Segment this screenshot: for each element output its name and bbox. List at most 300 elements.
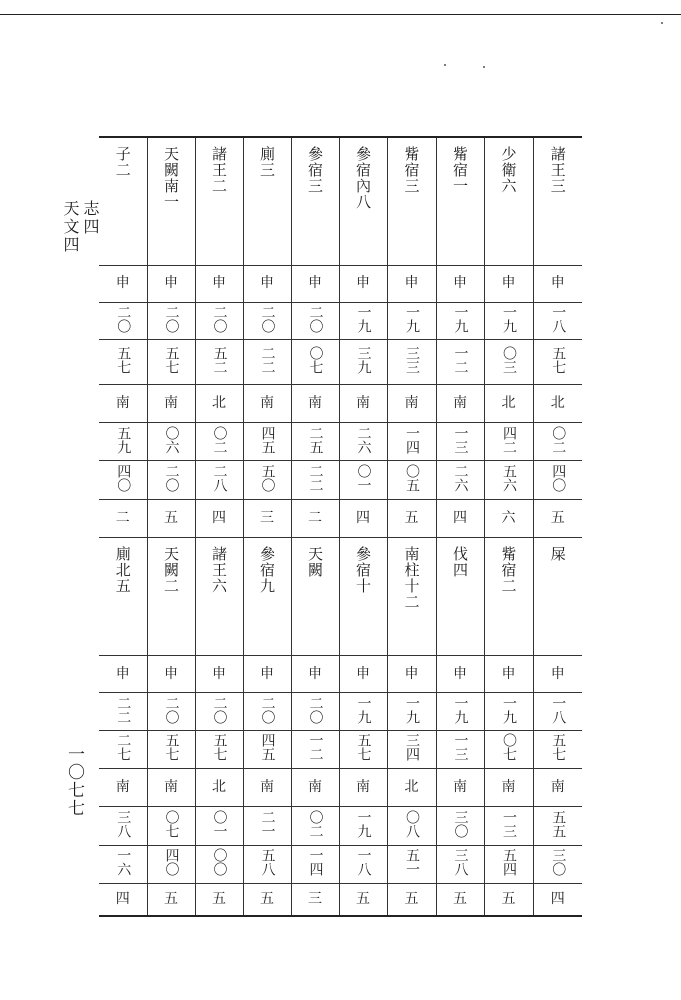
table-cell [339, 884, 387, 915]
cell-value: 一三 [452, 425, 469, 454]
cell-value: 〇七 [307, 345, 324, 374]
table-cell [436, 884, 484, 915]
table-cell [99, 265, 147, 302]
cell-value: 〇七 [163, 810, 180, 839]
cell-value: 五八 [259, 848, 276, 877]
cell-value: 〇七 [501, 733, 517, 762]
cell-value: 一四 [307, 848, 324, 877]
cell-value: 一三 [452, 733, 469, 762]
table-cell [436, 807, 484, 845]
secondary-star-name-cell [147, 538, 195, 656]
cell-value: 五 [356, 891, 370, 908]
star-name: 廁北五 [113, 546, 132, 595]
table-cell [195, 302, 243, 339]
star-name: 觜宿二 [499, 546, 518, 595]
cell-value: 四 [550, 891, 565, 908]
cell-value: 一九 [452, 695, 469, 724]
cell-value: 四〇 [163, 848, 180, 877]
table-cell [291, 884, 339, 915]
cell-value: 三八 [452, 848, 469, 877]
cell-value: 南 [308, 779, 322, 796]
table-cell [436, 730, 484, 768]
cell-value: 〇二 [211, 425, 228, 454]
star-name: 諸王六 [210, 546, 228, 595]
star-name-cell [339, 138, 387, 265]
table-cell [147, 340, 195, 384]
cell-value: 三 [260, 509, 274, 526]
cell-value: 〇八 [404, 810, 420, 839]
cell-value: 一九 [501, 695, 517, 724]
table-cell [387, 423, 436, 461]
table-cell [291, 769, 339, 807]
secondary-star-name-cell [339, 538, 387, 656]
cell-value: 二〇 [115, 305, 132, 334]
cell-value: 北 [212, 394, 226, 411]
cell-value: 南 [260, 394, 274, 411]
secondary-star-name-cell [99, 538, 147, 656]
table-cell [147, 807, 195, 845]
cell-value: 六 [501, 509, 516, 526]
cell-value: 二 [308, 509, 322, 526]
table-cell [243, 302, 291, 339]
table-cell [99, 461, 147, 499]
cell-value: 〇三 [501, 345, 517, 374]
table-cell [99, 656, 147, 693]
table-cell [339, 499, 387, 537]
cell-value: 北 [501, 394, 516, 411]
table-cell [147, 769, 195, 807]
table-cell [147, 265, 195, 302]
star-name-cell [436, 138, 484, 265]
cell-value: 〇一 [211, 810, 228, 839]
cell-value: 申 [453, 275, 467, 292]
table-cell [99, 384, 147, 422]
cell-value: 申 [550, 665, 565, 682]
table-cell [99, 693, 147, 730]
table-cell [436, 302, 484, 339]
cell-value: 五 [550, 509, 565, 526]
table-cell [387, 693, 436, 730]
cell-value: 申 [260, 665, 274, 682]
table-cell [533, 384, 582, 422]
table-cell [533, 340, 582, 384]
cell-value: 四 [453, 509, 467, 526]
cell-value: 南 [404, 394, 419, 411]
table-cell [484, 423, 533, 461]
table-cell [195, 730, 243, 768]
table-cell [387, 807, 436, 845]
cell-value: 五 [453, 891, 467, 908]
table-cell [484, 302, 533, 339]
margin-heading [60, 200, 100, 254]
cell-value: 申 [404, 665, 419, 682]
table-cell [436, 340, 484, 384]
cell-value: 五二 [211, 345, 228, 374]
cell-value: 申 [308, 275, 322, 292]
table-cell [195, 884, 243, 915]
table-cell [195, 499, 243, 537]
table-cell [147, 423, 195, 461]
cell-value: 五六 [501, 464, 517, 493]
cell-value: 南 [260, 779, 274, 796]
star-catalog-table [99, 136, 582, 917]
star-name: 觜宿三 [402, 146, 421, 194]
cell-value: 二 [115, 509, 130, 526]
table-cell [195, 461, 243, 499]
table-cell [339, 769, 387, 807]
cell-value: 一九 [355, 695, 372, 724]
star-name: 廁三 [258, 146, 276, 178]
table-cell [533, 807, 582, 845]
cell-value: 南 [115, 779, 130, 796]
table-cell [436, 461, 484, 499]
star-name: 天闕 [306, 546, 324, 579]
table-cell [436, 656, 484, 693]
table-cell [99, 769, 147, 807]
star-table-grid [99, 138, 582, 915]
table-cell [195, 845, 243, 883]
cell-value: 北 [404, 779, 419, 796]
cell-value: 申 [550, 275, 565, 292]
table-cell [484, 340, 533, 384]
table-cell [99, 423, 147, 461]
table-cell [291, 730, 339, 768]
table-cell [291, 423, 339, 461]
cell-value: 申 [164, 665, 178, 682]
cell-value: 申 [356, 275, 370, 292]
secondary-star-name-cell [195, 538, 243, 656]
cell-value: 一九 [355, 810, 372, 839]
cell-value: 五七 [550, 345, 567, 374]
cell-value: 五 [260, 891, 274, 908]
table-cell [387, 884, 436, 915]
cell-value: 五九 [115, 425, 132, 454]
star-name-cell [291, 138, 339, 265]
cell-value: 五 [164, 509, 178, 526]
table-cell [387, 302, 436, 339]
cell-value: 申 [356, 665, 370, 682]
table-cell [339, 265, 387, 302]
cell-value: 二〇 [163, 695, 180, 724]
cell-value: 一八 [550, 695, 567, 724]
cell-value: 三〇 [550, 848, 567, 877]
cell-value: 五七 [355, 733, 372, 762]
cell-value: 南 [164, 779, 178, 796]
star-name: 天闕南一 [162, 146, 180, 210]
cell-value: 五 [501, 891, 516, 908]
secondary-star-name-cell [291, 538, 339, 656]
table-cell [195, 265, 243, 302]
table-cell [291, 265, 339, 302]
cell-value: 四 [115, 891, 130, 908]
table-cell [484, 807, 533, 845]
table-cell [436, 845, 484, 883]
table-cell [339, 693, 387, 730]
table-cell [533, 769, 582, 807]
cell-value: 五七 [163, 345, 180, 374]
star-name-cell [484, 138, 533, 265]
cell-value: 五 [404, 891, 419, 908]
table-cell [436, 693, 484, 730]
star-name: 南柱十二 [402, 546, 421, 611]
page-top-rule [0, 14, 681, 15]
star-name-cell [195, 138, 243, 265]
table-cell [99, 807, 147, 845]
cell-value: 一二 [452, 345, 469, 374]
table-cell [387, 384, 436, 422]
cell-value: 南 [164, 394, 178, 411]
table-cell [243, 693, 291, 730]
cell-value: 三三 [404, 345, 420, 374]
table-cell [387, 461, 436, 499]
star-name-cell [387, 138, 436, 265]
cell-value: 三〇 [452, 810, 469, 839]
table-cell [195, 384, 243, 422]
secondary-star-name-cell [533, 538, 582, 656]
table-cell [339, 730, 387, 768]
cell-value: 五〇 [259, 464, 276, 493]
table-cell [243, 656, 291, 693]
table-cell [195, 693, 243, 730]
star-name: 參宿三 [306, 146, 324, 194]
table-cell [339, 302, 387, 339]
table-cell [243, 499, 291, 537]
table-cell [195, 340, 243, 384]
table-cell [147, 693, 195, 730]
cell-value: 二〇 [211, 305, 228, 334]
star-name: 參宿內八 [354, 146, 372, 210]
cell-value: 申 [501, 665, 516, 682]
table-cell [436, 769, 484, 807]
cell-value: 申 [115, 665, 130, 682]
cell-value: 五七 [115, 345, 132, 374]
table-cell [243, 461, 291, 499]
page-number: 一〇七七 [64, 745, 84, 817]
cell-value: 五 [164, 891, 178, 908]
table-cell [99, 845, 147, 883]
cell-value: 二二 [259, 345, 276, 374]
star-name: 少衛六 [499, 146, 518, 194]
cell-value: 〇二 [307, 810, 324, 839]
table-cell [436, 499, 484, 537]
cell-value: 五七 [163, 733, 180, 762]
table-cell [243, 884, 291, 915]
table-cell [147, 656, 195, 693]
margin-section: 天文四 [61, 200, 80, 254]
table-cell [243, 845, 291, 883]
cell-value: 三四 [404, 733, 420, 762]
table-cell [147, 499, 195, 537]
cell-value: 一九 [355, 305, 372, 334]
table-cell [339, 845, 387, 883]
star-name: 參宿十 [354, 546, 372, 595]
cell-value: 北 [212, 779, 226, 796]
table-cell [484, 265, 533, 302]
cell-value: 三 [308, 891, 322, 908]
table-cell [195, 656, 243, 693]
cell-value: 二〇 [163, 464, 180, 493]
secondary-star-name-cell [436, 538, 484, 656]
table-cell [291, 384, 339, 422]
cell-value: 申 [308, 665, 322, 682]
table-cell [484, 656, 533, 693]
cell-value: 一八 [355, 848, 372, 877]
star-name: 屎 [548, 546, 567, 563]
table-cell [243, 265, 291, 302]
table-cell [147, 845, 195, 883]
table-cell [484, 769, 533, 807]
table-cell [387, 340, 436, 384]
table-cell [243, 769, 291, 807]
table-cell [243, 730, 291, 768]
cell-value: 二二 [307, 464, 324, 493]
cell-value: 一六 [115, 848, 132, 877]
cell-value: 四五 [259, 733, 276, 762]
cell-value: 申 [164, 275, 178, 292]
star-name: 參宿九 [258, 546, 276, 595]
table-cell [484, 730, 533, 768]
cell-value: 五五 [550, 810, 567, 839]
cell-value: 北 [550, 394, 565, 411]
cell-value: 南 [453, 779, 467, 796]
table-cell [436, 384, 484, 422]
table-cell [243, 423, 291, 461]
cell-value: 一八 [550, 305, 567, 334]
table-cell [533, 499, 582, 537]
cell-value: 二七 [115, 733, 132, 762]
table-cell [339, 461, 387, 499]
star-name: 觜宿一 [451, 146, 469, 194]
table-cell [533, 693, 582, 730]
table-cell [243, 384, 291, 422]
table-cell [99, 340, 147, 384]
cell-value: 四〇 [550, 464, 567, 493]
star-name-cell [147, 138, 195, 265]
cell-value: 二一 [259, 810, 276, 839]
cell-value: 申 [115, 275, 130, 292]
cell-value: 一四 [404, 425, 420, 454]
cell-value: 南 [356, 779, 370, 796]
star-name-cell [533, 138, 582, 265]
cell-value: 一二 [307, 733, 324, 762]
cell-value: 申 [404, 275, 419, 292]
secondary-star-name-cell [484, 538, 533, 656]
cell-value: 二二 [115, 695, 132, 724]
table-cell [387, 769, 436, 807]
table-cell [484, 693, 533, 730]
cell-value: 申 [212, 665, 226, 682]
table-cell [533, 656, 582, 693]
cell-value: 一三 [501, 810, 517, 839]
cell-value: 一九 [404, 305, 420, 334]
table-cell [291, 461, 339, 499]
table-cell [291, 656, 339, 693]
cell-value: 二〇 [307, 695, 324, 724]
cell-value: 三八 [115, 810, 132, 839]
print-speck [661, 22, 663, 24]
table-cell [339, 384, 387, 422]
star-name-cell [99, 138, 147, 265]
table-cell [387, 730, 436, 768]
table-cell [195, 807, 243, 845]
table-cell [243, 807, 291, 845]
table-cell [533, 265, 582, 302]
table-cell [195, 769, 243, 807]
cell-value: 申 [501, 275, 516, 292]
cell-value: 四〇 [115, 464, 132, 493]
table-cell [147, 461, 195, 499]
cell-value: 南 [550, 779, 565, 796]
cell-value: 五 [212, 891, 226, 908]
table-cell [195, 423, 243, 461]
cell-value: 〇〇 [211, 848, 228, 877]
table-cell [243, 340, 291, 384]
table-cell [291, 499, 339, 537]
cell-value: 〇五 [404, 464, 420, 493]
cell-value: 南 [115, 394, 130, 411]
table-cell [484, 845, 533, 883]
cell-value: 申 [260, 275, 274, 292]
table-cell [147, 884, 195, 915]
cell-value: 四 [212, 509, 226, 526]
table-cell [99, 499, 147, 537]
table-cell [533, 730, 582, 768]
table-cell [339, 340, 387, 384]
table-cell [99, 730, 147, 768]
star-name: 子二 [113, 146, 132, 178]
star-name: 伐四 [451, 546, 469, 579]
cell-value: 二六 [452, 464, 469, 493]
cell-value: 〇一 [355, 464, 372, 493]
cell-value: 一九 [404, 695, 420, 724]
cell-value: 二〇 [211, 695, 228, 724]
cell-value: 南 [453, 394, 467, 411]
table-cell [484, 461, 533, 499]
table-cell [147, 384, 195, 422]
table-cell [533, 461, 582, 499]
star-name: 諸王二 [210, 146, 228, 194]
cell-value: 一九 [501, 305, 517, 334]
cell-value: 二〇 [163, 305, 180, 334]
table-cell [339, 656, 387, 693]
cell-value: 五七 [550, 733, 567, 762]
secondary-star-name-cell [387, 538, 436, 656]
cell-value: 二〇 [259, 695, 276, 724]
secondary-star-name-cell [243, 538, 291, 656]
table-cell [147, 302, 195, 339]
margin-volume: 志四 [81, 200, 100, 236]
table-cell [387, 499, 436, 537]
star-name-cell [243, 138, 291, 265]
star-name: 諸王三 [548, 146, 567, 194]
cell-value: 二〇 [259, 305, 276, 334]
cell-value: 四 [356, 509, 370, 526]
cell-value: 五一 [404, 848, 420, 877]
table-cell [533, 884, 582, 915]
table-cell [533, 845, 582, 883]
table-cell [291, 302, 339, 339]
table-cell [291, 693, 339, 730]
cell-value: 南 [356, 394, 370, 411]
cell-value: 南 [308, 394, 322, 411]
table-cell [339, 807, 387, 845]
cell-value: 四二 [501, 425, 517, 454]
table-cell [533, 423, 582, 461]
table-cell [99, 302, 147, 339]
table-cell [484, 499, 533, 537]
cell-value: 五四 [501, 848, 517, 877]
cell-value: 申 [453, 665, 467, 682]
